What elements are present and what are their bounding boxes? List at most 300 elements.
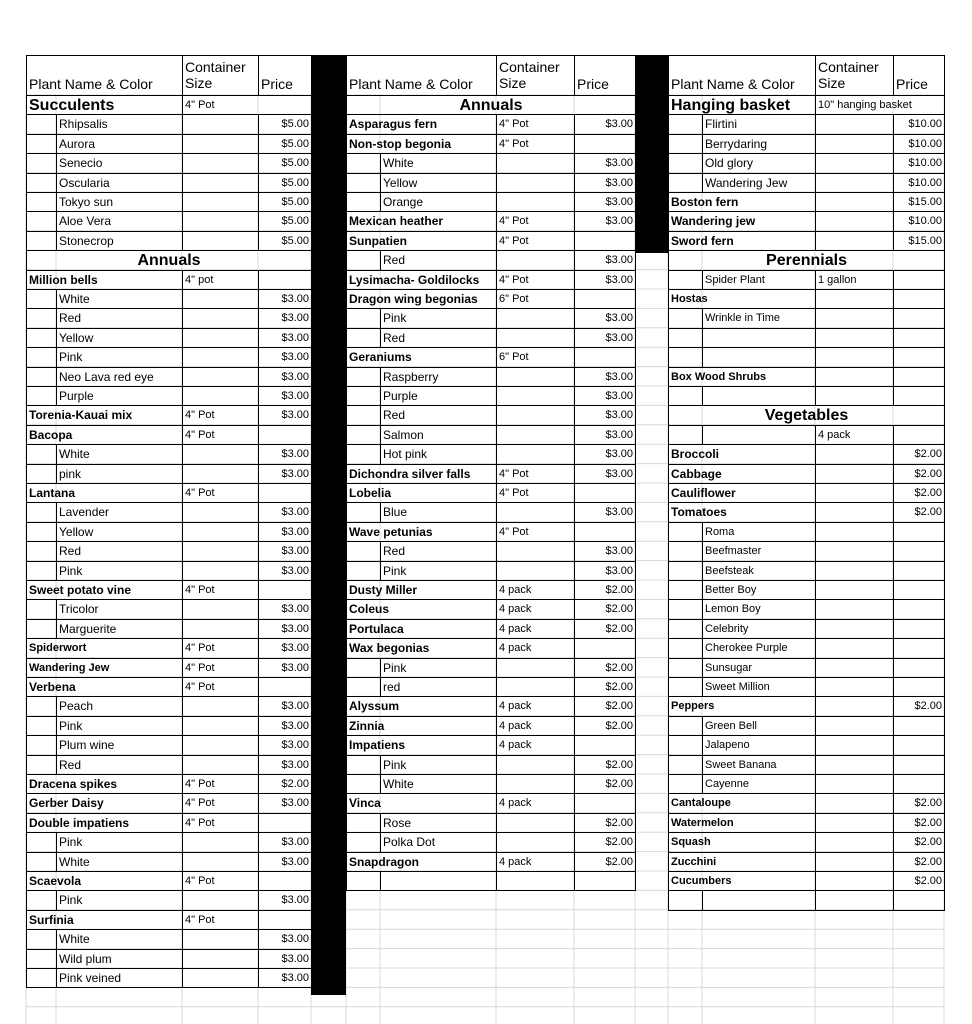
price — [893, 580, 945, 600]
empty-cell — [668, 890, 703, 910]
price: $5.00 — [258, 192, 312, 212]
price: $5.00 — [258, 211, 312, 231]
price — [574, 735, 636, 755]
plant-name: Broccoli — [668, 444, 816, 464]
price: $10.00 — [893, 153, 945, 173]
container-size — [496, 444, 575, 464]
indent-cell — [346, 173, 381, 193]
price: $2.00 — [893, 871, 945, 891]
variety-name: White — [56, 852, 183, 872]
price — [574, 483, 636, 503]
plant-name: Mexican heather — [346, 211, 497, 231]
variety-name: red — [380, 677, 497, 697]
container-size — [182, 328, 259, 348]
plant-name: Zucchini — [668, 852, 816, 872]
indent-cell — [668, 638, 703, 658]
price: $2.00 — [893, 444, 945, 464]
variety-name: Pink — [56, 890, 183, 910]
empty-cell — [893, 386, 945, 406]
container-size — [496, 308, 575, 328]
plant-name: Sunpatien — [346, 231, 497, 251]
price: $3.00 — [574, 114, 636, 134]
container-size — [496, 367, 575, 387]
price — [893, 619, 945, 639]
variety-name: Rhipsalis — [56, 114, 183, 134]
container-size — [815, 444, 894, 464]
empty-cell — [496, 871, 575, 891]
indent-cell — [668, 114, 703, 134]
price: $3.00 — [258, 638, 312, 658]
container-size — [182, 968, 259, 988]
price — [893, 599, 945, 619]
price: $3.00 — [574, 367, 636, 387]
indent-cell — [26, 619, 57, 639]
plant-name: Portulaca — [346, 619, 497, 639]
price: $2.00 — [574, 696, 636, 716]
variety-name: Yellow — [56, 522, 183, 542]
container-size: 4" Pot — [182, 95, 312, 115]
container-size — [496, 541, 575, 561]
variety-name: Pink — [56, 561, 183, 581]
variety-name: Old glory — [702, 153, 816, 173]
plant-name: Tomatoes — [668, 502, 816, 522]
indent-cell — [26, 347, 57, 367]
price: $2.00 — [574, 599, 636, 619]
container-size — [815, 813, 894, 833]
indent-cell — [668, 599, 703, 619]
variety-name: Neo Lava red eye — [56, 367, 183, 387]
container-size — [815, 367, 894, 387]
container-size — [815, 658, 894, 678]
plant-name: Spiderwort — [26, 638, 183, 658]
container-size: 4 pack — [496, 735, 575, 755]
container-size: 4" Pot — [182, 871, 259, 891]
variety-name: Peach — [56, 696, 183, 716]
container-size: 4 pack — [496, 638, 575, 658]
container-size — [182, 153, 259, 173]
plant-name: Snapdragon — [346, 852, 497, 872]
indent-cell — [346, 425, 381, 445]
indent-cell — [668, 755, 703, 775]
container-size — [815, 619, 894, 639]
container-size — [182, 211, 259, 231]
indent-cell — [26, 755, 57, 775]
container-size — [182, 522, 259, 542]
container-size — [815, 677, 894, 697]
variety-name: Rose — [380, 813, 497, 833]
variety-name: Salmon — [380, 425, 497, 445]
price: $3.00 — [258, 386, 312, 406]
variety-name: Cayenne — [702, 774, 816, 794]
indent-cell — [26, 929, 57, 949]
indent-cell — [26, 561, 57, 581]
price — [574, 793, 636, 813]
indent-cell — [346, 444, 381, 464]
plant-name: Coleus — [346, 599, 497, 619]
container-size — [815, 153, 894, 173]
variety-name: Purple — [56, 386, 183, 406]
price: $5.00 — [258, 114, 312, 134]
variety-name: Hot pink — [380, 444, 497, 464]
container-size — [182, 541, 259, 561]
container-size: 1 gallon — [815, 270, 894, 290]
price: $3.00 — [258, 367, 312, 387]
variety-name: Berrydaring — [702, 134, 816, 154]
plant-name: Impatiens — [346, 735, 497, 755]
header-price: Price — [258, 55, 312, 96]
variety-name: Wild plum — [56, 949, 183, 969]
plant-name: Dragon wing begonias — [346, 289, 497, 309]
price — [574, 347, 636, 367]
price: $3.00 — [574, 464, 636, 484]
variety-name: Beefmaster — [702, 541, 816, 561]
container-size — [815, 134, 894, 154]
price: $5.00 — [258, 231, 312, 251]
indent-cell — [668, 716, 703, 736]
container-size — [182, 890, 259, 910]
container-size — [182, 114, 259, 134]
indent-cell — [26, 134, 57, 154]
container-size — [815, 464, 894, 484]
variety-name: Orange — [380, 192, 497, 212]
variety-name: Green Bell — [702, 716, 816, 736]
plant-name: Lantana — [26, 483, 183, 503]
variety-name: Oscularia — [56, 173, 183, 193]
divider-bar-left — [311, 55, 346, 995]
variety-name: Tricolor — [56, 599, 183, 619]
indent-cell — [26, 502, 57, 522]
price: $5.00 — [258, 173, 312, 193]
container-size: 4" Pot — [182, 425, 259, 445]
header-price: Price — [893, 55, 945, 96]
plant-name: Alyssum — [346, 696, 497, 716]
container-size: 6" Pot — [496, 289, 575, 309]
price: $3.00 — [258, 444, 312, 464]
container-size — [182, 289, 259, 309]
price: $10.00 — [893, 134, 945, 154]
container-size — [815, 871, 894, 891]
price — [893, 367, 945, 387]
container-size — [496, 250, 575, 270]
container-size — [815, 735, 894, 755]
variety-name: Aurora — [56, 134, 183, 154]
price: $2.00 — [574, 619, 636, 639]
indent-cell — [26, 522, 57, 542]
variety-name: Blue — [380, 502, 497, 522]
price — [893, 658, 945, 678]
section-heading: Vegetables — [668, 405, 945, 425]
container-size — [182, 231, 259, 251]
header-container-size: Container Size — [496, 55, 575, 96]
plant-name: Non-stop begonia — [346, 134, 497, 154]
indent-cell — [26, 173, 57, 193]
variety-name: Jalapeno — [702, 735, 816, 755]
price — [258, 871, 312, 891]
plant-name: Asparagus fern — [346, 114, 497, 134]
indent-cell — [668, 270, 703, 290]
price: $3.00 — [258, 890, 312, 910]
price: $2.00 — [574, 774, 636, 794]
container-size: 4" Pot — [496, 464, 575, 484]
indent-cell — [26, 289, 57, 309]
indent-cell — [26, 541, 57, 561]
price: $3.00 — [574, 308, 636, 328]
plant-name: Box Wood Shrubs — [668, 367, 816, 387]
plant-name: Geraniums — [346, 347, 497, 367]
container-size — [815, 231, 894, 251]
indent-cell — [26, 308, 57, 328]
container-size — [496, 502, 575, 522]
container-size — [815, 541, 894, 561]
container-size — [182, 949, 259, 969]
indent-cell — [668, 774, 703, 794]
container-size: 4" Pot — [182, 483, 259, 503]
empty-cell — [893, 890, 945, 910]
empty-cell — [702, 890, 816, 910]
container-size — [815, 483, 894, 503]
plant-name: Lobelia — [346, 483, 497, 503]
variety-name: White — [56, 929, 183, 949]
price: $3.00 — [258, 968, 312, 988]
variety-name: Sunsugar — [702, 658, 816, 678]
indent-cell — [346, 502, 381, 522]
price: $3.00 — [258, 793, 312, 813]
plant-name: Surfinia — [26, 910, 183, 930]
container-size: 4" Pot — [496, 134, 575, 154]
variety-name: Wrinkle in Time — [702, 308, 816, 328]
variety-name: Polka Dot — [380, 832, 497, 852]
container-size — [815, 793, 894, 813]
container-size: 4" Pot — [182, 813, 259, 833]
variety-name: Senecio — [56, 153, 183, 173]
indent-cell — [26, 211, 57, 231]
variety-name: Yellow — [380, 173, 497, 193]
price: $3.00 — [258, 696, 312, 716]
price — [574, 638, 636, 658]
indent-cell — [26, 444, 57, 464]
variety-name: Yellow — [56, 328, 183, 348]
container-size — [496, 561, 575, 581]
plant-name: Gerber Daisy — [26, 793, 183, 813]
indent-cell — [26, 386, 57, 406]
container-size: 4" Pot — [496, 483, 575, 503]
indent-cell — [668, 580, 703, 600]
price: $2.00 — [574, 852, 636, 872]
indent-cell — [668, 173, 703, 193]
empty-cell — [668, 347, 703, 367]
container-size — [815, 211, 894, 231]
variety-name: Plum wine — [56, 735, 183, 755]
price — [574, 134, 636, 154]
container-size: 4" Pot — [182, 793, 259, 813]
container-size: 4" Pot — [182, 638, 259, 658]
plant-name: Squash — [668, 832, 816, 852]
variety-name: Pink — [56, 832, 183, 852]
price: $3.00 — [574, 211, 636, 231]
variety-name: Red — [380, 328, 497, 348]
price — [893, 522, 945, 542]
container-size — [815, 832, 894, 852]
header-container-size: Container Size — [815, 55, 894, 96]
plant-name: Cabbage — [668, 464, 816, 484]
price — [258, 813, 312, 833]
container-size — [815, 599, 894, 619]
container-size — [496, 774, 575, 794]
container-size: 4 pack — [496, 696, 575, 716]
header-plant-name: Plant Name & Color — [346, 55, 497, 96]
price: $3.00 — [574, 270, 636, 290]
empty-cell — [702, 328, 816, 348]
container-size — [496, 658, 575, 678]
indent-cell — [668, 134, 703, 154]
indent-cell — [346, 658, 381, 678]
container-size — [182, 696, 259, 716]
variety-name: White — [380, 774, 497, 794]
container-size — [496, 425, 575, 445]
variety-name: Sweet Banana — [702, 755, 816, 775]
container-size: 4" pot — [182, 270, 259, 290]
container-size — [815, 696, 894, 716]
container-size: 4" Pot — [182, 658, 259, 678]
indent-cell — [668, 658, 703, 678]
plant-name: Million bells — [26, 270, 183, 290]
indent-cell — [668, 153, 703, 173]
container-size — [182, 464, 259, 484]
container-size — [815, 502, 894, 522]
empty-cell — [702, 386, 816, 406]
indent-cell — [346, 308, 381, 328]
indent-cell — [26, 328, 57, 348]
container-size: 4" Pot — [496, 231, 575, 251]
container-size — [496, 386, 575, 406]
variety-name: Red — [56, 541, 183, 561]
variety-name: Aloe Vera — [56, 211, 183, 231]
price: $3.00 — [574, 425, 636, 445]
price: $3.00 — [574, 386, 636, 406]
container-size: 4 pack — [496, 619, 575, 639]
indent-cell — [346, 541, 381, 561]
price: $3.00 — [574, 153, 636, 173]
price: $2.00 — [893, 696, 945, 716]
variety-name: Purple — [380, 386, 497, 406]
container-size: 4" Pot — [182, 405, 259, 425]
indent-cell — [26, 949, 57, 969]
section-heading: Perennials — [668, 250, 945, 270]
price: $3.00 — [258, 599, 312, 619]
indent-cell — [346, 774, 381, 794]
indent-cell — [668, 541, 703, 561]
indent-cell — [26, 716, 57, 736]
plant-name: Zinnia — [346, 716, 497, 736]
price — [893, 716, 945, 736]
container-size — [182, 852, 259, 872]
price: $3.00 — [258, 658, 312, 678]
indent-cell — [26, 367, 57, 387]
price: $3.00 — [574, 561, 636, 581]
empty-cell — [815, 347, 894, 367]
plant-name: Scaevola — [26, 871, 183, 891]
variety-name: Pink — [380, 561, 497, 581]
indent-cell — [346, 755, 381, 775]
indent-cell — [668, 561, 703, 581]
price: $3.00 — [258, 289, 312, 309]
container-size — [182, 308, 259, 328]
price — [893, 308, 945, 328]
plant-name: Wax begonias — [346, 638, 497, 658]
variety-name: Pink veined — [56, 968, 183, 988]
indent-cell — [346, 386, 381, 406]
price: $3.00 — [258, 619, 312, 639]
container-size — [815, 289, 894, 309]
container-size — [496, 173, 575, 193]
container-size — [182, 755, 259, 775]
plant-name: Vinca — [346, 793, 497, 813]
variety-name: Celebrity — [702, 619, 816, 639]
container-size — [815, 114, 894, 134]
plant-name: Double impatiens — [26, 813, 183, 833]
container-size — [182, 347, 259, 367]
plant-name: Wandering jew — [668, 211, 816, 231]
plant-name: Peppers — [668, 696, 816, 716]
container-size: 4" Pot — [496, 211, 575, 231]
variety-name: Lavender — [56, 502, 183, 522]
divider-bar-right — [635, 55, 668, 253]
price: $2.00 — [893, 852, 945, 872]
indent-cell — [346, 677, 381, 697]
price: $3.00 — [258, 522, 312, 542]
container-size — [496, 192, 575, 212]
container-size — [182, 929, 259, 949]
indent-cell — [26, 832, 57, 852]
indent-cell — [668, 677, 703, 697]
empty-cell — [346, 871, 381, 891]
container-size — [496, 677, 575, 697]
price — [574, 522, 636, 542]
indent-cell — [26, 464, 57, 484]
container-size: 4" Pot — [496, 522, 575, 542]
price: $3.00 — [574, 444, 636, 464]
indent-cell — [26, 192, 57, 212]
plant-name: Hostas — [668, 289, 816, 309]
variety-name: Sweet Million — [702, 677, 816, 697]
container-size — [815, 192, 894, 212]
price — [574, 231, 636, 251]
price — [893, 541, 945, 561]
price: $3.00 — [574, 541, 636, 561]
container-size — [815, 173, 894, 193]
price — [258, 677, 312, 697]
price: $5.00 — [258, 153, 312, 173]
section-heading: Succulents — [26, 95, 183, 115]
header-plant-name: Plant Name & Color — [26, 55, 183, 96]
variety-name: Pink — [380, 658, 497, 678]
container-size — [496, 153, 575, 173]
container-size: 4 pack — [496, 716, 575, 736]
price: $10.00 — [893, 211, 945, 231]
price: $3.00 — [574, 502, 636, 522]
container-size — [182, 832, 259, 852]
price: $3.00 — [258, 561, 312, 581]
plant-name: Boston fern — [668, 192, 816, 212]
container-size — [496, 405, 575, 425]
container-size — [815, 716, 894, 736]
price: $10.00 — [893, 114, 945, 134]
indent-cell — [26, 231, 57, 251]
price: $2.00 — [574, 580, 636, 600]
container-size — [496, 813, 575, 833]
price: $2.00 — [893, 502, 945, 522]
section-heading: Annuals — [346, 95, 636, 115]
